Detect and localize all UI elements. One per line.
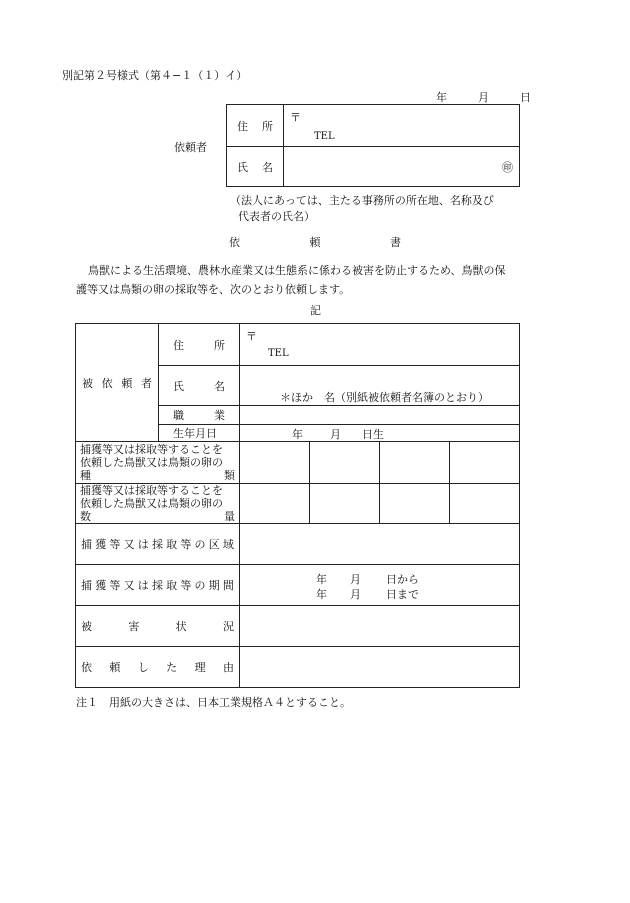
period-field[interactable] (240, 565, 520, 606)
requester-table (226, 104, 520, 187)
requester-name-label: 氏 名 (227, 147, 284, 187)
period-to-year: 年 (316, 588, 327, 601)
requester-note-line1: （法人にあっては、主たる事務所の所在地、名称及び (230, 194, 494, 207)
postal-mark: 〒 (290, 111, 301, 124)
requestee-address-field[interactable] (240, 324, 520, 366)
date-year: 年 (436, 91, 447, 104)
tel-label: TEL (314, 131, 335, 142)
quantity-label: 捕獲等又は採取等することを 依頼した鳥獣又は鳥類の卵の 数 量 (76, 484, 240, 524)
species-field-4[interactable] (450, 442, 520, 484)
name-note: ＊ほか 名（別紙被依頼者名簿のとおり） (280, 391, 489, 404)
reason-field[interactable] (240, 647, 520, 688)
requestee-label: 被 依 頼 者 (76, 324, 159, 442)
quantity-field-4[interactable] (450, 484, 520, 524)
requestee-name-field[interactable] (240, 366, 520, 406)
birth-day: 日生 (362, 428, 384, 441)
species-field-3[interactable] (380, 442, 450, 484)
period-from-year: 年 (316, 573, 327, 586)
quantity-field-3[interactable] (380, 484, 450, 524)
form-id: 別記第２号様式（第４−１（１）イ） (62, 69, 248, 82)
requester-address-field[interactable] (284, 105, 520, 147)
body-line1: 鳥獣による生活環境、農林水産業又は生態系に係わる被害を防止するため、鳥獣の保 (88, 264, 506, 277)
period-from-day: 日から (386, 573, 419, 586)
tel-label: TEL (268, 348, 289, 359)
requestee-name-label: 氏 名 (159, 366, 240, 406)
period-from-month: 月 (350, 573, 361, 586)
requester-name-field[interactable] (284, 147, 520, 187)
area-label: 捕 獲 等 又 は 採 取 等 の 区 域 (76, 524, 240, 565)
period-to-day: 日まで (386, 588, 419, 601)
birth-year: 年 (292, 428, 303, 441)
occupation-label: 職 業 (159, 406, 240, 425)
requester-label: 依頼者 (174, 141, 207, 154)
area-field[interactable] (240, 524, 520, 565)
species-field-2[interactable] (310, 442, 380, 484)
occupation-field[interactable] (240, 406, 520, 425)
birthdate-label: 生年月日 (159, 425, 240, 442)
requester-address-label: 住 所 (227, 105, 284, 147)
requester-note-line2: 代表者の氏名） (238, 210, 315, 223)
date-line (436, 89, 531, 105)
quantity-field-2[interactable] (310, 484, 380, 524)
damage-label: 被 害 状 況 (76, 606, 240, 647)
damage-field[interactable] (240, 606, 520, 647)
birth-month: 月 (330, 428, 341, 441)
footnote: 注１ 用紙の大きさは、日本工業規格Ａ４とすること。 (76, 696, 351, 709)
period-label: 捕 獲 等 又 は 採 取 等 の 期 間 (76, 565, 240, 606)
date-month: 月 (478, 91, 489, 104)
species-label: 捕獲等又は採取等することを 依頼した鳥獣又は鳥類の卵の 種 類 (76, 442, 240, 484)
birthdate-field[interactable] (240, 425, 520, 442)
period-to-month: 月 (350, 588, 361, 601)
doc-title: 依 頼 書 (229, 236, 401, 249)
body-line2: 護等又は鳥類の卵の採取等を、次のとおり依頼します。 (76, 283, 351, 296)
postal-mark: 〒 (246, 330, 257, 343)
reason-label: 依 頼 し た 理 由 (76, 647, 240, 688)
quantity-field-1[interactable] (240, 484, 310, 524)
seal-icon: ㊞ (502, 161, 513, 174)
requestee-address-label: 住 所 (159, 324, 240, 366)
main-table (75, 323, 520, 688)
ki-label: 記 (310, 304, 321, 317)
date-day: 日 (520, 91, 531, 104)
species-field-1[interactable] (240, 442, 310, 484)
